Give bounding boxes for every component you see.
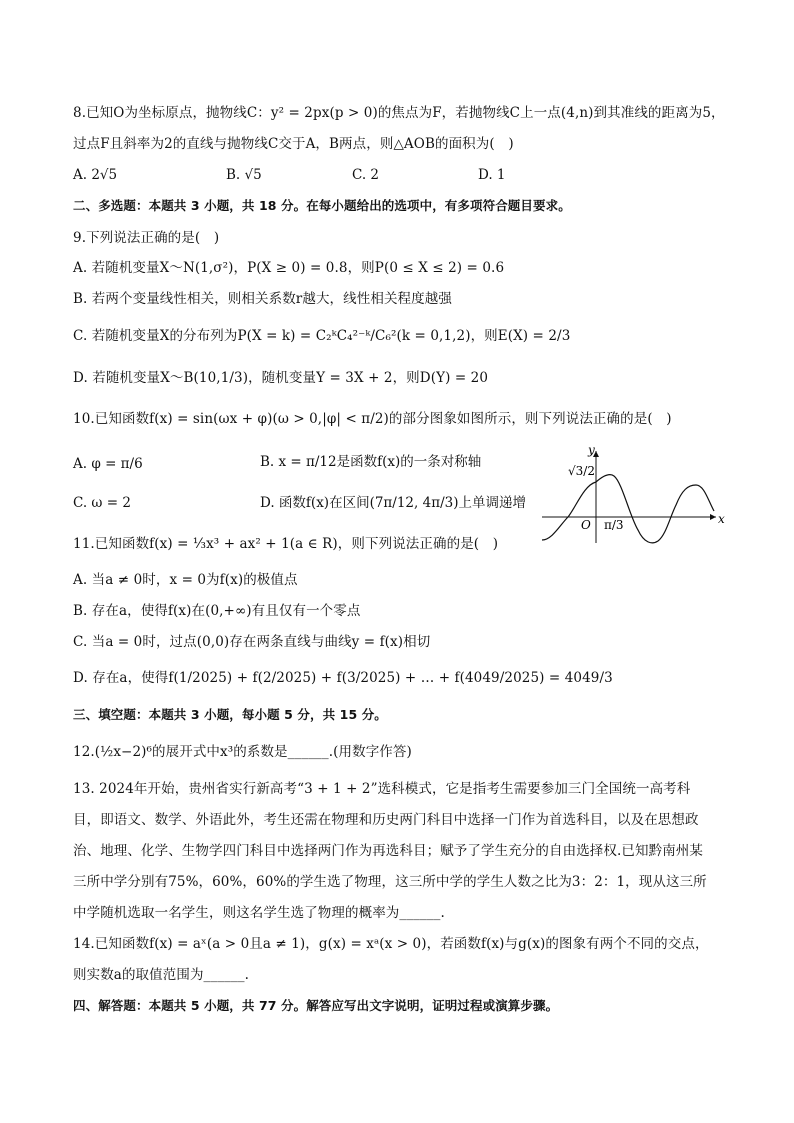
q9-option-c: C. 若随机变量X的分布列为P(X = k) = C₂ᵏC₄²⁻ᵏ/C₆²(k = 0,1,2)，则E(X) = 2/3 bbox=[73, 328, 571, 344]
q8-option-a: A. 2√5 bbox=[73, 167, 118, 183]
q11-stem: 11.已知函数f(x) = ⅓x³ + ax² + 1(a ∈ R)，则下列说法正确的是( ) bbox=[73, 536, 499, 552]
x-axis-arrow bbox=[710, 514, 716, 520]
q13-line2: 目，即语文、数学、外语此外，考生还需在物理和历史两门科目中选择一门作为首选科目，以及在思想政 bbox=[73, 812, 699, 828]
q13-line3: 治、地理、化学、生物学四门科目中选择两门作为再选科目；赋予了学生充分的自由选择权.已知黔南州某 bbox=[73, 843, 703, 859]
q8-option-b: B. √5 bbox=[226, 167, 262, 183]
q10-option-b: B. x = π/12是函数f(x)的一条对称轴 bbox=[260, 454, 482, 470]
y-tick-label: √3/2 bbox=[568, 464, 595, 478]
q10-stem: 10.已知函数f(x) = sin(ωx + φ)(ω > 0,|φ| < π/2)的部分图象如图所示，则下列说法正确的是( ) bbox=[73, 411, 672, 427]
q14-line2: 则实数a的取值范围为______. bbox=[73, 967, 250, 983]
section-4-heading: 四、解答题：本题共 5 小题，共 77 分。解答应写出文字说明，证明过程或演算步骤。 bbox=[73, 998, 559, 1013]
q8-line2: 过点F且斜率为2的直线与抛物线C交于A，B两点，则△AOB的面积为( ) bbox=[73, 136, 514, 152]
y-axis-label: y bbox=[588, 445, 595, 457]
q13-line1: 13. 2024年开始，贵州省实行新高考“3 + 1 + 2”选科模式，它是指考生需要参加三门全国统一高考科 bbox=[73, 781, 691, 797]
q8-line1: 8.已知O为坐标原点，抛物线C：y² = 2px(p > 0)的焦点为F，若抛物线C上一点(4,n)到其准线的距离为5， bbox=[73, 105, 725, 121]
sine-curve bbox=[542, 475, 714, 543]
q9-option-a: A. 若随机变量X～N(1,σ²)，P(X ≥ 0) = 0.8，则P(0 ≤ X ≤ 2) = 0.6 bbox=[73, 260, 505, 276]
q9-option-b: B. 若两个变量线性相关，则相关系数r越大，线性相关程度越强 bbox=[73, 291, 452, 307]
q10-option-a: A. φ = π/6 bbox=[73, 456, 143, 472]
q10-option-d: D. 函数f(x)在区间(7π/12, 4π/3)上单调递增 bbox=[260, 495, 526, 511]
q14-line1: 14.已知函数f(x) = aˣ(a > 0且a ≠ 1)，g(x) = xᵃ(x > 0)，若函数f(x)与g(x)的图象有两个不同的交点， bbox=[73, 936, 709, 952]
x-tick-label: π/3 bbox=[604, 518, 624, 532]
q9-stem: 9.下列说法正确的是( ) bbox=[73, 230, 220, 246]
origin-label: O bbox=[581, 518, 591, 532]
x-axis-label: x bbox=[718, 512, 725, 526]
section-2-heading: 二、多选题：本题共 3 小题，共 18 分。在每小题给出的选项中，有多项符合题目要求。 bbox=[73, 198, 571, 213]
q13-line5: 中学随机选取一名学生，则这名学生选了物理的概率为______. bbox=[73, 905, 445, 921]
q11-option-b: B. 存在a，使得f(x)在(0,+∞)有且仅有一个零点 bbox=[73, 603, 361, 619]
q11-option-d: D. 存在a，使得f(1/2025) + f(2/2025) + f(3/2025) + … + f(4049/2025) = 4049/3 bbox=[73, 670, 613, 686]
sine-graph bbox=[538, 445, 728, 545]
q9-option-d: D. 若随机变量X～B(10,1/3)，随机变量Y = 3X + 2，则D(Y) = 20 bbox=[73, 370, 489, 386]
q11-option-a: A. 当a ≠ 0时，x = 0为f(x)的极值点 bbox=[73, 572, 298, 588]
q10-option-c: C. ω = 2 bbox=[73, 495, 131, 511]
q12-text: 12.(½x−2)⁶的展开式中x³的系数是______.(用数字作答) bbox=[73, 744, 412, 760]
section-3-heading: 三、填空题：本题共 3 小题，每小题 5 分，共 15 分。 bbox=[73, 707, 387, 722]
q8-option-d: D. 1 bbox=[478, 167, 506, 183]
q11-option-c: C. 当a = 0时，过点(0,0)存在两条直线与曲线y = f(x)相切 bbox=[73, 634, 431, 650]
q13-line4: 三所中学分别有75%，60%，60%的学生选了物理，这三所中学的学生人数之比为3：2：1，现从这三所 bbox=[73, 874, 707, 890]
q8-option-c: C. 2 bbox=[352, 167, 380, 183]
